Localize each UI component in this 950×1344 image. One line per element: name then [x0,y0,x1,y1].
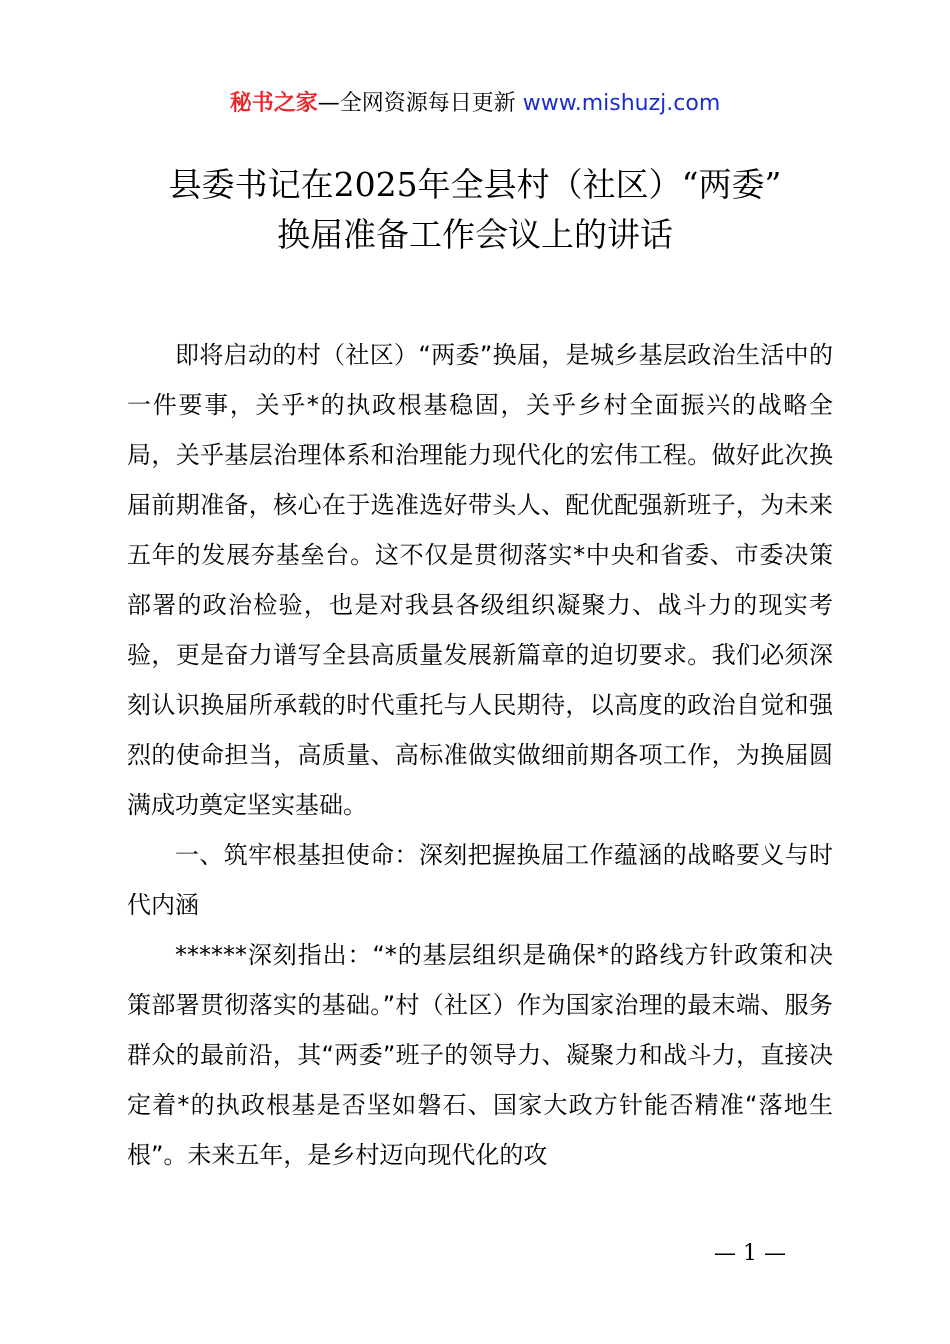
site-header [0,88,950,120]
body-paragraph: ******深刻指出：“*的基层组织是确保*的路线方针政策和决策部署贯彻落实的基础。”村（社区）作为国家治理的最末端、服务群众的最前沿，其“两委”班子的领导力、凝聚力和战斗力，直接决定着*的执政根基是否坚如磐石、国家大政方针能否精准“落地生根”。未来五年，是乡村迈向现代化的攻 [127,941,833,1169]
document-title [60,160,890,260]
site-url-link[interactable]: www.mishuzj.com [522,91,721,116]
title-line-2: 换届准备工作会议上的讲话 [277,215,673,254]
page-number: — 1 — [714,1241,786,1266]
intro-paragraph: 即将启动的村（社区）“两委”换届，是城乡基层政治生活中的一件要事，关乎*的执政根基稳固，关乎乡村全面振兴的战略全局，关乎基层治理体系和治理能力现代化的宏伟工程。做好此次换届前期准备，核心在于选准选好带头人、配优配强新班子，为未来五年的发展夯基垒台。这不仅是贯彻落实*中央和省委、市委决策部署的政治检验，也是对我县各级组织凝聚力、战斗力的现实考验，更是奋力谱写全县高质量发展新篇章的迫切要求。我们必须深刻认识换届所承载的时代重托与人民期待，以高度的政治自觉和强烈的使命担当，高质量、高标准做实做细前期各项工作，为换届圆满成功奠定坚实基础。 [127,341,833,819]
header-tagline: —全网资源每日更新 [317,91,523,116]
document-body [127,330,833,1180]
title-line-1: 县委书记在2025年全县村（社区）“两委” [168,165,782,204]
brand-name: 秘书之家 [229,91,318,116]
section-heading-1: 一、筑牢根基担使命：深刻把握换届工作蕴涵的战略要义与时代内涵 [127,841,833,919]
